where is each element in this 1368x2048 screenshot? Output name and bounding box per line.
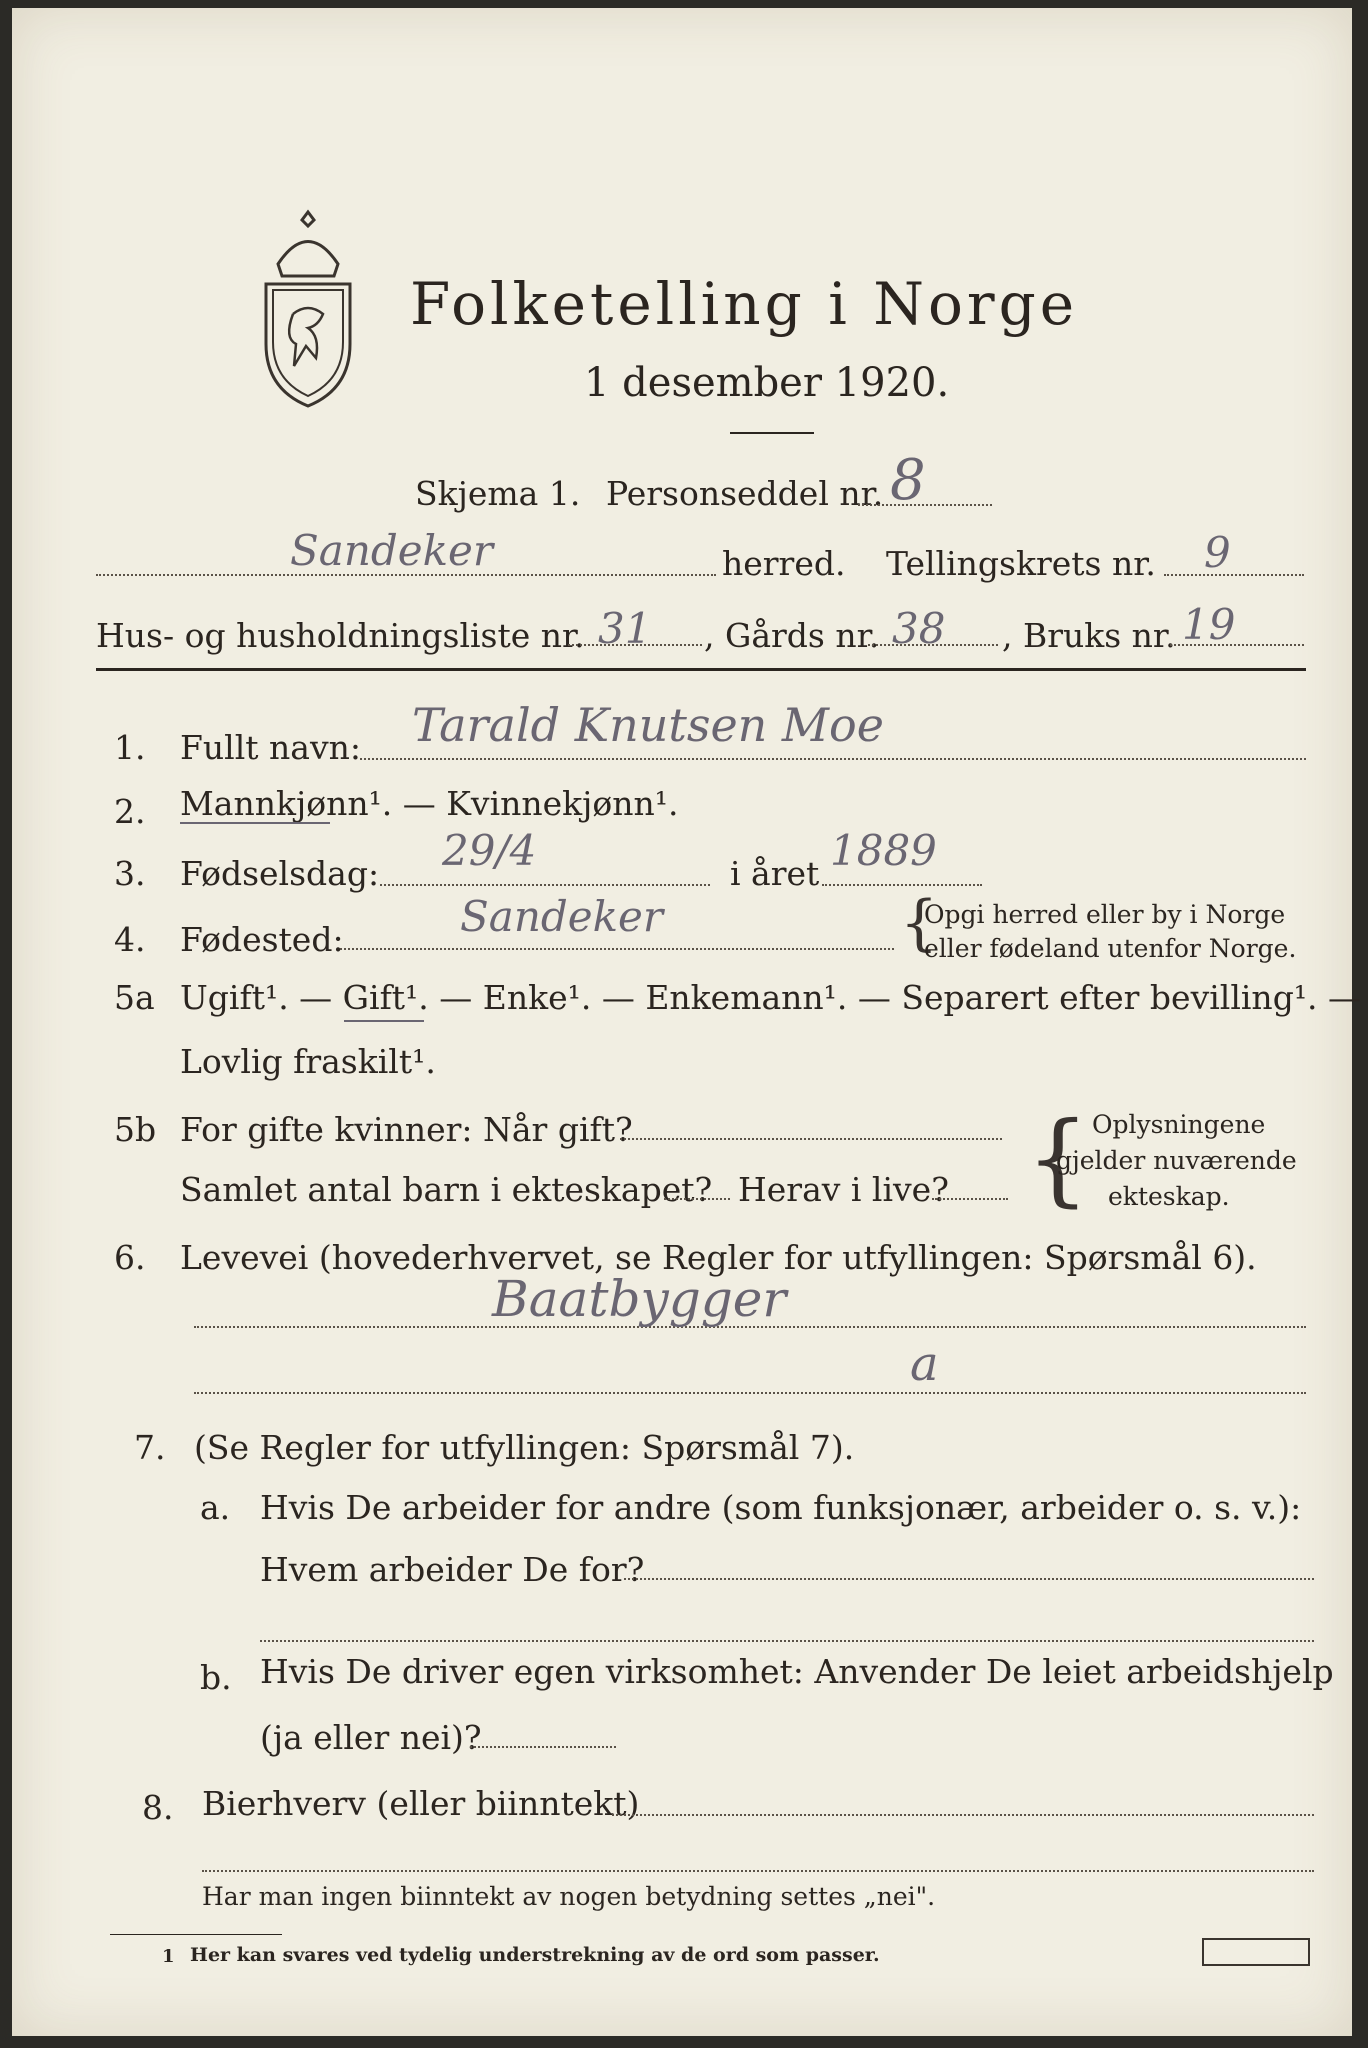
q4-label: Fødested: [180, 920, 344, 959]
census-date: 1 desember 1920. [584, 360, 950, 406]
side-income-line-2 [202, 1870, 1314, 1872]
q5b-note-3: ekteskap. [1108, 1182, 1230, 1211]
q5b-note-2: gjelder nuværende [1056, 1146, 1297, 1175]
q8-label: Bierhverv (eller biinntekt) [202, 1784, 640, 1823]
gender-underline-mark [180, 822, 330, 824]
husliste-value: 31 [598, 604, 652, 653]
no-income-note: Har man ingen biinntekt av nogen betydning settes „nei". [202, 1882, 936, 1911]
herred-label: herred. [722, 544, 846, 583]
birthplace-note-2: eller fødeland utenfor Norge. [924, 934, 1297, 963]
personseddel-value: 8 [890, 448, 926, 513]
gards-value: 38 [892, 604, 946, 653]
employer-line-2 [260, 1640, 1314, 1642]
q2-number: 2. [114, 792, 146, 831]
census-form-page [12, 8, 1362, 2036]
q7a-line2: Hvem arbeider De for? [260, 1550, 645, 1589]
krets-value: 9 [1204, 528, 1231, 577]
occupation-code-value: a [910, 1336, 939, 1392]
personseddel-label: Personseddel nr. [606, 474, 884, 513]
q7-label: (Se Regler for utfyllingen: Spørsmål 7). [194, 1428, 855, 1467]
q1-label: Fullt navn: [180, 728, 361, 767]
q1-number: 1. [114, 728, 146, 767]
marital-status-options-2: Lovlig fraskilt¹. [180, 1042, 436, 1081]
printer-stamp [1202, 1938, 1310, 1966]
q5b-line1: For gifte kvinner: Når gift? [180, 1110, 633, 1149]
norwegian-coat-of-arms-icon [248, 204, 368, 414]
q1-line [360, 758, 1306, 760]
krets-line [1164, 574, 1304, 576]
q5a-number: 5a [114, 978, 155, 1017]
gender-options: Mannkjønn¹. — Kvinnekjønn¹. [180, 784, 679, 823]
q7a-line1: Hvis De arbeider for andre (som funksjonær, arbeider o. s. v.): [260, 1488, 1302, 1527]
husliste-label: Hus- og husholdningsliste nr. [96, 616, 585, 655]
gards-label: , Gårds nr. [704, 616, 880, 655]
q3-label: Fødselsdag: [180, 854, 380, 893]
q7b-letter: b. [200, 1658, 232, 1697]
q6-label: Levevei (hovederhvervet, se Regler for utfyllingen: Spørsmål 6). [180, 1238, 1257, 1277]
employer-line [624, 1578, 1314, 1580]
hired-help-line [470, 1746, 616, 1748]
q4-number: 4. [114, 920, 146, 959]
form-title: Folketelling i Norge [410, 270, 1079, 338]
gift-underline-mark [344, 1020, 424, 1022]
birthplace-note-1: Opgi herred eller by i Norge [924, 900, 1286, 929]
bruks-value: 19 [1182, 600, 1236, 649]
q5b-children-label: Samlet antal barn i ekteskapet? [180, 1170, 713, 1209]
married-when-line [620, 1138, 1002, 1140]
children-line [664, 1198, 730, 1200]
birthdate-line [380, 884, 710, 886]
q7-number: 7. [134, 1428, 166, 1467]
occupation-value: Baatbygger [492, 1270, 787, 1328]
occupation-line-2 [194, 1392, 1306, 1394]
marital-status-options: Ugift¹. — Gift¹. — Enke¹. — Enkemann¹. — Separert efter bevilling¹. — [180, 978, 1362, 1017]
year-label: i året [730, 854, 820, 893]
footnote-rule [110, 1934, 282, 1935]
birthplace-value: Sandeker [460, 892, 663, 941]
birth-year-value: 1889 [830, 826, 937, 875]
brace-icon-large: { [1026, 1100, 1090, 1217]
bruks-label: , Bruks nr. [1002, 616, 1176, 655]
title-divider [730, 432, 814, 434]
q5b-alive-label: Herav i live? [738, 1170, 949, 1209]
full-name-value: Tarald Knutsen Moe [412, 698, 884, 752]
alive-line [932, 1198, 1008, 1200]
side-income-line [612, 1814, 1314, 1816]
q7b-line1: Hvis De driver egen virksomhet: Anvender De leiet arbeidshjelp [260, 1652, 1334, 1691]
footnote-text: Her kan svares ved tydelig understrekning av de ord som passer. [190, 1944, 880, 1966]
q6-number: 6. [114, 1238, 146, 1277]
header-rule [96, 668, 1306, 671]
birthplace-line [340, 948, 894, 950]
q3-number: 3. [114, 854, 146, 893]
q7b-line2: (ja eller nei)? [260, 1718, 482, 1757]
q8-number: 8. [142, 1788, 174, 1827]
footnote-mark: 1 [162, 1946, 175, 1967]
q7a-letter: a. [200, 1488, 231, 1527]
q5b-number: 5b [114, 1110, 157, 1149]
schema-label: Skjema 1. [415, 474, 581, 513]
q5b-note-1: Oplysningene [1092, 1110, 1266, 1139]
herred-value: Sandeker [290, 526, 493, 575]
year-line [822, 884, 982, 886]
krets-label: Tellingskrets nr. [886, 544, 1156, 583]
birthdate-value: 29/4 [442, 826, 537, 875]
brace-icon: { [900, 888, 939, 958]
